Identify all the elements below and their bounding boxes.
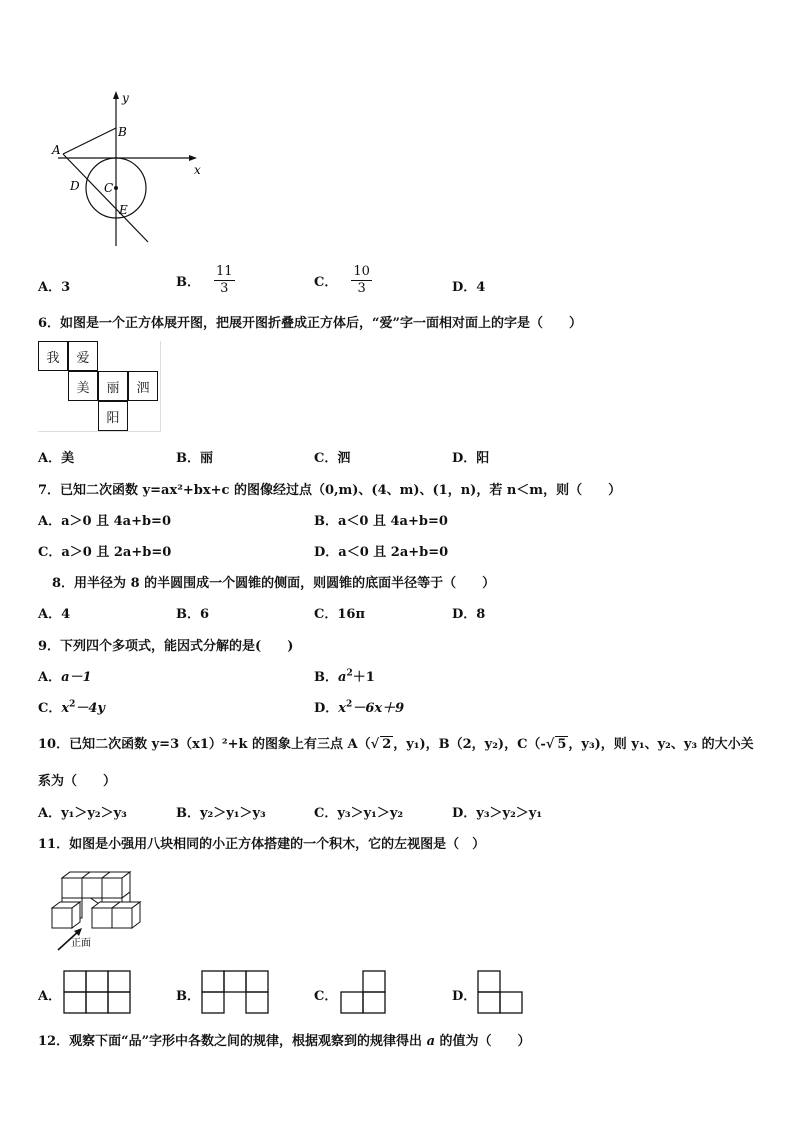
q7-option-b[interactable]: B．a＜0 且 4a+b=0 [314,514,448,529]
line-ade [63,154,148,242]
q9-option-b[interactable] [314,666,375,685]
net-cell-si: 泗 [128,371,158,401]
cube-face [52,908,72,928]
front-label: 正面 [71,938,91,949]
q9-option-b-rest: ＋1 [352,670,375,685]
q9-option-a-expr: a－1 [61,670,92,685]
cube-face [82,878,102,898]
q9-option-b-label: B． [314,670,338,685]
q5-option-a-label: A． [38,280,62,295]
q5-option-d[interactable] [452,276,485,295]
q9-option-a-label: A． [38,670,62,685]
cube-net [38,341,162,433]
x-axis-arrow-icon [189,155,197,161]
q5-option-d-value: 4 [476,280,486,295]
q8-option-b[interactable]: B．6 [176,607,210,622]
cube-face [92,908,112,928]
q9-stem: 9．下列四个多项式，能因式分解的是( ) [38,639,294,654]
q5-option-c[interactable] [314,264,372,297]
label-c: C [104,181,114,195]
q5-option-d-label: D． [452,280,477,295]
cube-face [102,878,122,898]
q9-option-c-exponent: 2 [69,699,76,710]
q6-option-d[interactable]: D．阳 [452,451,490,466]
net-cell-yang: 阳 [98,401,128,431]
q6-option-a[interactable]: A．美 [38,451,75,466]
q9-option-d-label: D． [314,701,339,716]
q11-option-c-figure[interactable] [340,970,390,1016]
net-cell-ai: 爱 [68,341,98,371]
q9-option-c-rest: －4y [75,701,105,716]
q9-option-d-exponent: 2 [346,699,353,710]
q11-option-d[interactable]: D． [452,989,477,1004]
q9-option-c-label: C． [38,701,62,716]
center-point-c [114,186,118,190]
sqrt-icon: √ [370,737,380,752]
label-b: B [118,125,127,139]
q6-option-b[interactable]: B．丽 [176,451,213,466]
q7-option-a[interactable]: A．a＞0 且 4a+b=0 [38,514,171,529]
q11-option-b[interactable]: B． [176,989,200,1004]
q7-option-d[interactable]: D．a＜0 且 2a+b=0 [314,545,449,560]
label-y: y [122,91,129,105]
fraction-numerator: 10 [353,264,370,279]
q5-option-a[interactable] [38,276,70,295]
q12-stem-part1: 12．观察下面“品”字形中各数之间的规律，根据观察到的规律得出 [38,1034,427,1049]
net-cell-li: 丽 [98,371,128,401]
label-a: A [52,143,61,157]
q10-option-c[interactable]: C．y₃＞y₁＞y₂ [314,806,404,821]
q10-option-d[interactable]: D．y₃＞y₂＞y₁ [452,806,543,821]
q10-sqrt-2: 2 [382,737,392,752]
q9-option-c[interactable] [38,697,105,716]
q5-option-c-label: C． [314,275,338,290]
q8-option-c[interactable]: C．16π [314,607,365,622]
q7-stem: 7．已知二次函数 y=ax²+bx+c 的图像经过点（0,m)、(4、m)、(1，n)，若 n＜m，则（ ） [38,483,622,498]
q5-option-a-value: 3 [61,280,71,295]
y-axis-arrow-icon [113,91,119,99]
label-x: x [194,163,201,177]
net-cell-mei: 美 [68,371,98,401]
q10-stem-part2: ，y₁)，B（2，y₂)，C（- [393,737,546,752]
q5-option-b[interactable] [176,264,235,297]
line-ab [63,128,116,154]
q12-stem [38,1030,531,1049]
label-d: D [70,179,80,193]
q11-option-d-figure[interactable] [477,970,527,1016]
q6-option-c[interactable]: C．泗 [314,451,351,466]
q11-option-c[interactable]: C． [314,989,338,1004]
q12-stem-part2: 的值为（ ） [435,1034,531,1049]
q11-option-a[interactable]: A． [38,989,62,1004]
q9-option-d[interactable] [314,697,404,716]
q9-option-b-base: a [338,670,347,685]
q11-stem: 11．如图是小强用八块相同的小正方体搭建的一个积木，它的左视图是（ ） [38,837,486,852]
q5-coordinate-figure [48,88,218,253]
q10-option-a[interactable]: A．y₁＞y₂＞y₃ [38,806,127,821]
q11-block-figure [44,864,144,954]
q11-option-b-figure[interactable] [201,970,271,1016]
q10-option-b[interactable]: B．y₂＞y₁＞y₃ [176,806,266,821]
cube-face [112,908,132,928]
q8-stem: 8．用半径为 8 的半圆围成一个圆锥的侧面，则圆锥的底面半径等于（ ） [52,576,496,591]
q10-stem-part3: ，y₃)，则 y₁、y₂、y₃ 的大小关 [568,737,754,752]
q10-stem-part1: 10．已知二次函数 y=3（x1）²+k 的图象上有三点 A（ [38,737,371,752]
q11-option-a-figure[interactable] [63,970,133,1016]
q9-option-b-exponent: 2 [346,668,353,679]
fraction-numerator: 11 [216,264,233,279]
q7-option-c[interactable]: C．a＞0 且 2a+b=0 [38,545,172,560]
q8-option-d[interactable]: D．8 [452,607,486,622]
q10-stem-line2: 系为（ ） [38,774,117,789]
q5-option-c-fraction [351,264,372,297]
fraction-denominator: 3 [357,281,366,296]
q9-option-c-base: x [61,701,70,716]
q9-option-d-rest: －6x＋9 [352,701,405,716]
sqrt-icon: √ [545,737,555,752]
q10-sqrt-5: 5 [557,737,567,752]
q5-option-b-label: B． [176,275,200,290]
q12-variable-a: a [426,1034,436,1049]
label-e: E [119,203,128,217]
cube-face [62,878,82,898]
q8-option-a[interactable]: A．4 [38,607,71,622]
q9-option-d-base: x [338,701,347,716]
q5-option-b-fraction [214,264,235,297]
net-cell-wo: 我 [38,341,68,371]
q6-stem: 6．如图是一个正方体展开图，把展开图折叠成正方体后，“爱”字一面相对面上的字是（ ） [38,316,583,331]
q9-option-a[interactable] [38,666,92,685]
q10-stem [38,733,754,752]
fraction-denominator: 3 [220,281,229,296]
